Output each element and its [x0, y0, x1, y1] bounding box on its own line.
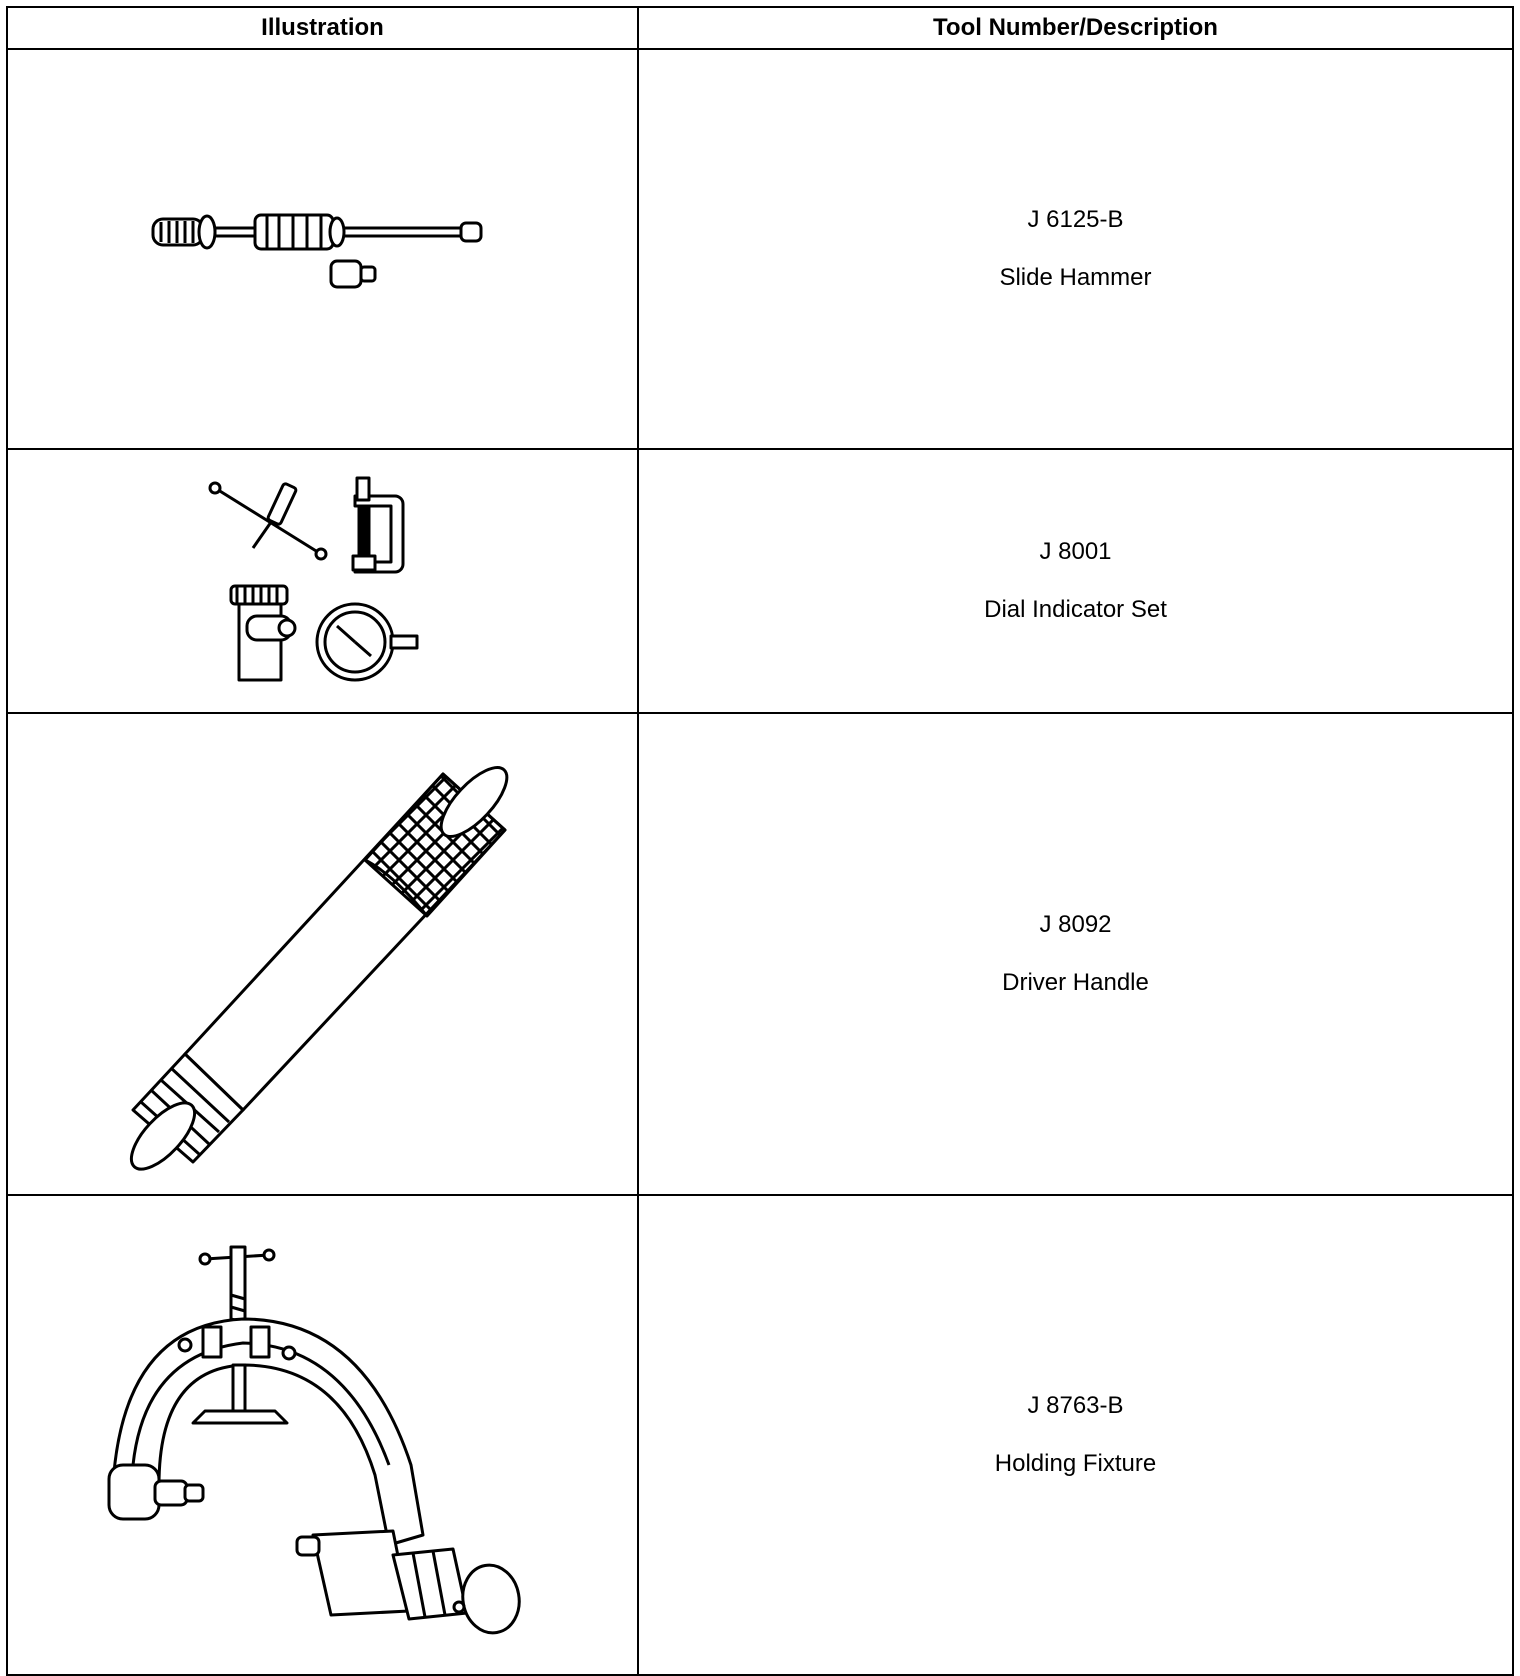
illustration-cell — [7, 449, 638, 713]
tool-number: J 8092 — [1039, 911, 1112, 938]
description-cell — [638, 1195, 1513, 1675]
header-illustration: Illustration — [7, 7, 638, 49]
header-tool-description: Tool Number/Description — [638, 7, 1513, 49]
illustration-cell — [7, 713, 638, 1195]
tool-description: Slide Hammer — [999, 264, 1152, 291]
dial-indicator-set-icon — [203, 466, 443, 696]
table-row — [7, 1195, 1513, 1675]
driver-handle-icon — [93, 734, 553, 1174]
table-row — [7, 49, 1513, 449]
tool-number: J 8763-B — [1027, 1392, 1124, 1419]
description-cell — [638, 713, 1513, 1195]
illustration-cell — [7, 1195, 638, 1675]
tool-number: J 6125-B — [1027, 206, 1124, 233]
description-cell — [638, 49, 1513, 449]
header-row — [7, 7, 1513, 49]
tool-table — [6, 6, 1514, 1676]
table-row — [7, 713, 1513, 1195]
tool-description: Driver Handle — [1002, 969, 1149, 996]
holding-fixture-icon — [93, 1215, 553, 1655]
table-row — [7, 449, 1513, 713]
description-cell — [638, 449, 1513, 713]
slide-hammer-icon — [143, 189, 503, 309]
illustration-cell — [7, 49, 638, 449]
tool-description: Holding Fixture — [994, 1450, 1157, 1477]
tool-description: Dial Indicator Set — [984, 596, 1167, 623]
tool-number: J 8001 — [1039, 538, 1112, 565]
